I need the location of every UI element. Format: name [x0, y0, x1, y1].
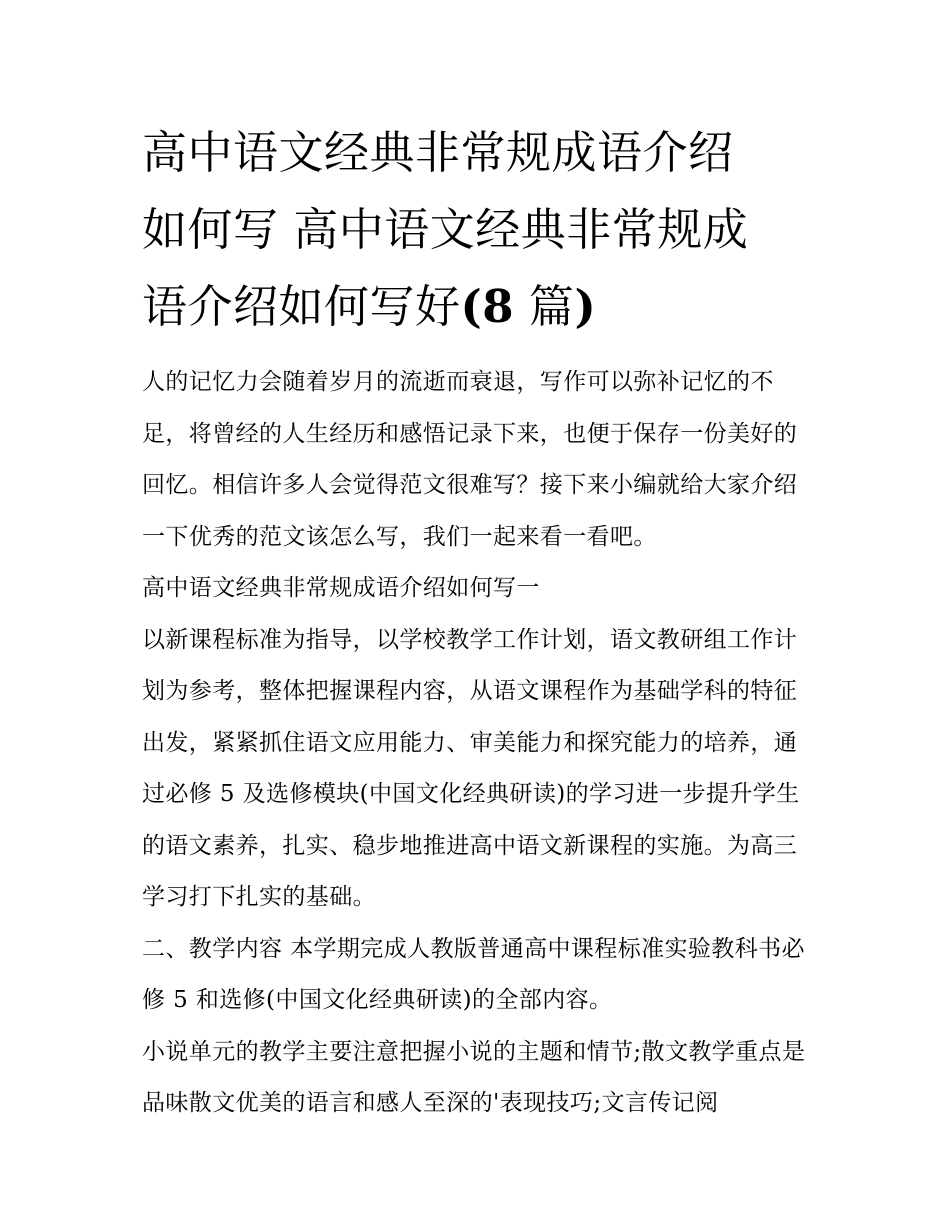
document-content: [142, 114, 812, 1130]
body-paragraph-continued: 小说单元的教学主要注意把握小说的主题和情节;散文教学重点是品味散文优美的语言和感人至深的'表现技巧;文言传记阅: [142, 1038, 806, 1116]
title-line-1: 高中语文经典非常规成语介绍: [142, 126, 734, 179]
title-count-unit: 篇: [514, 280, 575, 333]
teaching-content-paragraph: 二、教学内容 本学期完成人教版普通高中课程标准实验教科书必修 5 和选修(中国文化经典研读)的全部内容。: [142, 935, 805, 1013]
intro-paragraph: 人的记忆力会随着岁月的流逝而衰退，写作可以弥补记忆的不足，将曾经的人生经历和感悟记录下来，也便于保存一份美好的回忆。相信许多人会觉得范文很难写？接下来小编就给大家介绍一下优秀的范文该怎么写，我们一起来看一看吧。: [142, 369, 798, 550]
title-count-close: ): [574, 280, 597, 333]
title-line-3: 语介绍如何写好: [142, 280, 461, 333]
title-line-2: 如何写 高中语文经典非常规成: [142, 203, 749, 256]
body-paragraph: 以新课程标准为指导，以学校教学工作计划，语文教研组工作计划为参考，整体把握课程内容，从语文课程作为基础学科的特征出发，紧紧抓住语文应用能力、审美能力和探究能力的培养，通过必修 5 及选修模块(中国文化经典研读)的学习进一步提升学生的语文素养，扎实、稳步地推进高中语文新课程的实施。为高三学习打下扎实的基础。: [142, 626, 800, 910]
section-heading: 高中语文经典非常规成语介绍如何写一: [142, 575, 540, 601]
title-count-open: (8: [460, 280, 515, 333]
document-title: [142, 114, 812, 345]
